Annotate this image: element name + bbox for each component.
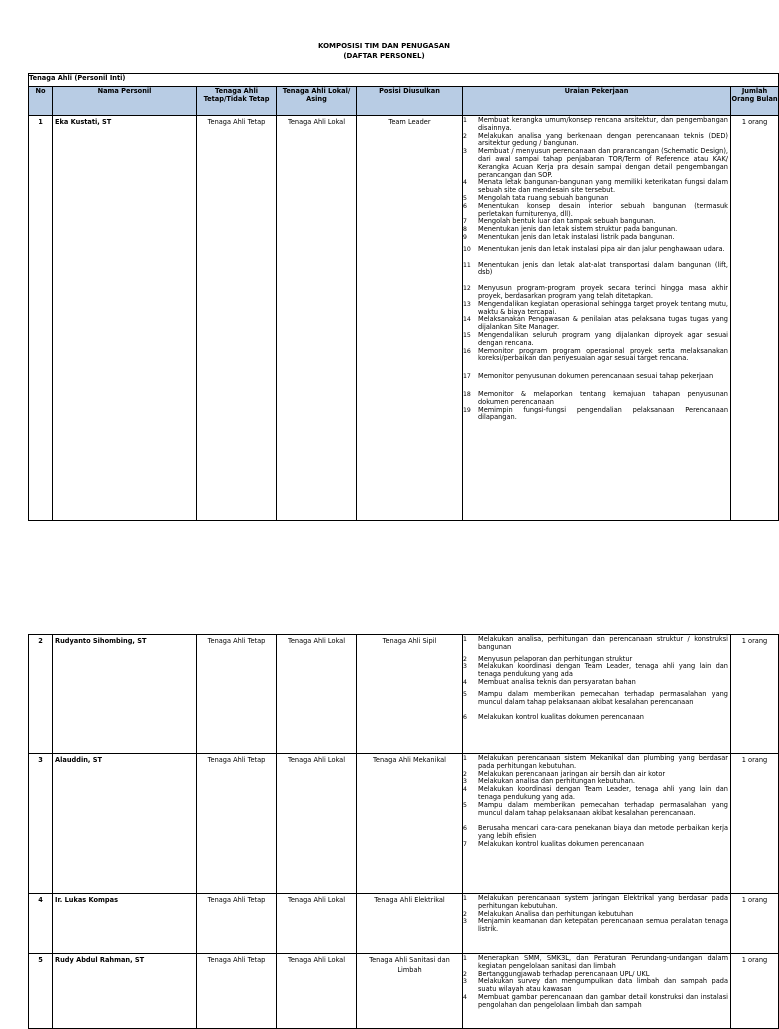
task-item: 11 Menentukan jenis dan letak alat-alat transportasi dalam bangunan (lift, dsb): [463, 260, 728, 277]
column-header-months: Jumlah Orang Bulan: [731, 87, 779, 116]
task-item: 2 Melakukan analisa yang berkenaan dengan perencanaan teknis (DED) arsitektur gedung / bangunan.: [463, 131, 728, 148]
task-item: 3 Membuat / menyusun perencanaan dan prarancangan (Schematic Design), dari awal sampai tahap penjabaran TOR/Term of Reference atau KAK/ Kerangka Acuan Kerja pra desain sampai dengan detail pengembangan perancangan dan SOP.: [463, 147, 728, 179]
expert-origin: Tenaga Ahli Lokal: [277, 754, 357, 894]
personnel-table-page-2: [28, 634, 779, 1029]
task-item: 3 Melakukan analisa dan perhitungan kebutuhan.: [463, 777, 635, 786]
expert-status: Tenaga Ahli Tetap: [197, 635, 277, 754]
task-item: 14 Melaksanakan Pengawasan & penilaian atas pelaksana tugas tugas yang dijalankan Site Manager.: [463, 315, 728, 332]
expert-status: Tenaga Ahli Tetap: [197, 754, 277, 894]
task-item: 1 Melakukan perencanaan sistem Mekanikal dan plumbing yang berdasar pada perhitungan kebutuhan.: [463, 754, 728, 770]
task-item: 1 Membuat kerangka umum/konsep rencana arsitektur, dan pengembangan disainnya.: [463, 116, 728, 132]
proposed-position: Tenaga Ahli Sanitasi dan Limbah: [357, 954, 463, 1029]
person-months: 1 orang: [731, 635, 779, 754]
task-item: 2 Bertanggungjawab terhadap perencanaan UPL/ UKL: [463, 969, 650, 978]
table-row: [29, 116, 779, 521]
row-number: 3: [29, 754, 53, 894]
proposed-position: Tenaga Ahli Mekanikal: [357, 754, 463, 894]
task-item: 5 Mampu dalam memberikan pemecahan terhadap permasalahan yang muncul dalam tahap pelaksanaan akibat kesalahan perencanaan: [463, 689, 728, 706]
expert-origin: Tenaga Ahli Lokal: [277, 635, 357, 754]
column-header-position: Posisi Diusulkan: [357, 87, 463, 116]
proposed-position: Team Leader: [357, 116, 463, 521]
personnel-name: Rudy Abdul Rahman, ST: [53, 954, 197, 1029]
column-header-status: Tenaga Ahli Tetap/Tidak Tetap: [197, 87, 277, 116]
person-months: 1 orang: [731, 894, 779, 954]
row-number: 5: [29, 954, 53, 1029]
personnel-name: Ir. Lukas Kompas: [53, 894, 197, 954]
task-item: 3 Melakukan koordinasi dengan Team Leader, tenaga ahli yang lain dan tenaga pendukung yang ada: [463, 662, 728, 679]
row-number: 2: [29, 635, 53, 754]
document-title: KOMPOSISI TIM DAN PENUGASAN: [317, 42, 451, 50]
proposed-position: Tenaga Ahli Elektrikal: [357, 894, 463, 954]
column-header-origin: Tenaga Ahli Lokal/ Asing: [277, 87, 357, 116]
task-item: 17 Memonitor penyusunan dokumen perencanaan sesuai tahap pekerjaan: [463, 372, 714, 381]
task-item: 12 Menyusun program-program proyek secara terinci hingga masa akhir proyek, berdasarkan program yang telah ditetapkan.: [463, 284, 728, 300]
column-header-name: Nama Personil: [53, 87, 197, 116]
task-item: 15 Mengendalikan seluruh program yang dijalankan diproyek agar sesuai dengan rencana.: [463, 330, 728, 347]
task-item: 4 Menata letak bangunan-bangunan yang memiliki keterikatan fungsi dalam sebuah site dan mendesain site tersebut.: [463, 178, 728, 195]
task-item: 5 Mampu dalam memberikan pemecahan terhadap permasalahan yang muncul dalam tahap pelaksanaan akibat kesalahan perencanaan.: [463, 800, 728, 817]
task-item: 2 Melakukan perencanaan jaringan air bersih dan air kotor: [463, 769, 666, 778]
task-item: 2 Melakukan Analisa dan perhitungan kebutuhan: [463, 909, 634, 918]
task-item: 6 Melakukan kontrol kualitas dokumen perencanaan: [463, 713, 644, 722]
task-item: 19 Memimpin fungsi-fungsi pengendalian pelaksanaan Perencanaan dilapangan.: [463, 405, 728, 422]
task-item: 18 Memonitor & melaporkan tentang kemajuan tahapan penyusunan dokumen perencanaan: [463, 389, 728, 406]
task-item: 3 Melakukan survey dan mengumpulkan data limbah dan sampah pada suatu wilayah atau kawasan: [463, 977, 728, 994]
task-list: [463, 116, 731, 521]
task-item: 6 Menentukan konsep desain interior sebuah bangunan (termasuk perletakan furniturenya, dll).: [463, 201, 728, 218]
personnel-name: Rudyanto Sihombing, ST: [53, 635, 197, 754]
task-item: 8 Menentukan jenis dan letak sistem struktur pada bangunan.: [463, 225, 678, 234]
task-list: [463, 635, 731, 754]
task-item: 6 Berusaha mencari cara-cara penekanan biaya dan metode perbaikan kerja yang lebih efisien: [463, 824, 728, 841]
column-header-no: No: [29, 87, 53, 116]
task-item: 1 Menerapkan SMM, SMK3L, dan Peraturan Perundang-undangan dalam kegiatan pengelolaan sanitasi dan limbah: [463, 954, 728, 970]
task-list: [463, 894, 731, 954]
task-item: 1 Melakukan perencanaan system jaringan Elektrikal yang berdasar pada perhitungan kebutuhan.: [463, 894, 728, 910]
task-item: 16 Memonitor program program operasional proyek serta melaksanakan koreksi/perbaikan dan penyesuaian agar sesuai target rencana.: [463, 346, 728, 363]
task-list: [463, 954, 731, 1029]
task-item: 10 Menentukan jenis dan letak instalasi pipa air dan jalur penghawaan udara.: [463, 244, 725, 253]
personnel-name: Eka Kustati, ST: [53, 116, 197, 521]
expert-status: Tenaga Ahli Tetap: [197, 894, 277, 954]
personnel-name: Alauddin, ST: [53, 754, 197, 894]
task-item: 7 Melakukan kontrol kualitas dokumen perencanaan: [463, 839, 644, 848]
person-months: 1 orang: [731, 116, 779, 521]
task-item: 5 Mengolah tata ruang sebuah bangunan: [463, 193, 609, 202]
personnel-table-page-1: [28, 73, 779, 521]
expert-status: Tenaga Ahli Tetap: [197, 116, 277, 521]
expert-status: Tenaga Ahli Tetap: [197, 954, 277, 1029]
proposed-position: Tenaga Ahli Sipil: [357, 635, 463, 754]
person-months: 1 orang: [731, 954, 779, 1029]
expert-origin: Tenaga Ahli Lokal: [277, 954, 357, 1029]
task-item: 9 Menentukan jenis dan letak instalasi listrik pada bangunan.: [463, 232, 675, 241]
task-item: 7 Mengolah bentuk luar dan tampak sebuah bangunan.: [463, 217, 656, 226]
row-number: 1: [29, 116, 53, 521]
column-header-tasks: Uraian Pekerjaan: [463, 87, 731, 116]
table-row: [29, 894, 779, 954]
person-months: 1 orang: [731, 754, 779, 894]
task-item: 2 Menyusun pelaporan dan perhitungan struktur: [463, 654, 633, 663]
row-number: 4: [29, 894, 53, 954]
task-item: 4 Melakukan koordinasi dengan Team Leader, tenaga ahli yang lain dan tenaga pendukung yang ada.: [463, 785, 728, 801]
task-item: 13 Mengendalikan kegiatan operasional sehingga target proyek tentang mutu, waktu & biaya tercapai.: [463, 299, 728, 316]
table-row: [29, 754, 779, 894]
task-item: 4 Membuat gambar perencanaan dan gambar detail konstruksi dan instalasi pengolahan dan pengelolaan limbah dan sampah: [463, 992, 728, 1009]
table-row: [29, 635, 779, 754]
table-row: [29, 954, 779, 1029]
task-list: [463, 754, 731, 894]
expert-origin: Tenaga Ahli Lokal: [277, 894, 357, 954]
expert-origin: Tenaga Ahli Lokal: [277, 116, 357, 521]
task-item: 4 Membuat analisa teknis dan persyaratan bahan: [463, 677, 636, 686]
document-subtitle: (DAFTAR PERSONEL): [343, 52, 425, 60]
section-label: Tenaga Ahli (Personil Inti): [29, 74, 779, 87]
task-item: 1 Melakukan analisa, perhitungan dan perencanaan struktur / konstruksi bangunan: [463, 635, 728, 651]
task-item: 3 Menjamin keamanan dan ketepatan perencanaan semua peralatan tenaga listrik.: [463, 917, 728, 934]
